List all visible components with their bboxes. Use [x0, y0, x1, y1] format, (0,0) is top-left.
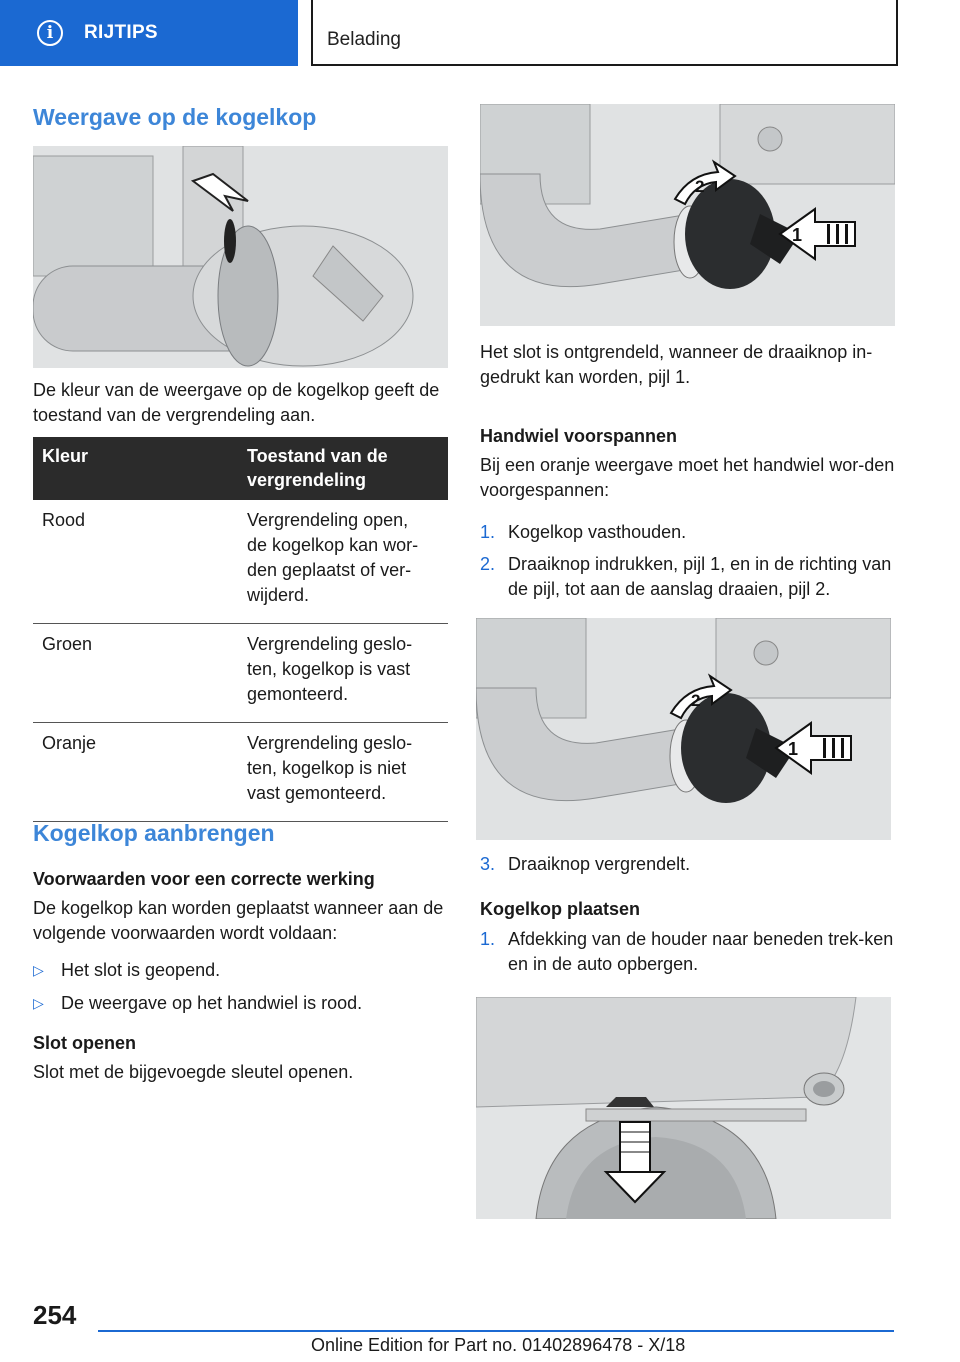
- step-text: Draaiknop vergrendelt.: [508, 854, 691, 874]
- section-tab[interactable]: [0, 0, 298, 66]
- column-header-toestand: Toestand van de vergrendeling: [238, 437, 448, 500]
- table-cell-status: Vergrendeling open, de kogelkop kan wor-den geplaatst of ver-wijderd.: [238, 500, 448, 624]
- step-number: 1.: [480, 929, 496, 949]
- subheading-handwiel: Handwiel voorspannen: [480, 426, 678, 446]
- ontgrendeld-paragraph: Het slot is ontgrendeld, wanneer de draaiknop in-gedrukt kan worden, pijl 1.: [480, 342, 873, 387]
- triangle-bullet-icon: ▷: [33, 962, 44, 978]
- list-item: [480, 552, 898, 602]
- arrow-label-2: 2: [695, 177, 705, 196]
- page-number: 254: [33, 1300, 77, 1330]
- intro-paragraph: De kleur van de weergave op de kogelkop geeft de toestand van de vergrendeling aan.: [33, 380, 440, 425]
- subheading-slot-openen: Slot openen: [33, 1033, 136, 1053]
- voorwaarden-paragraph: De kogelkop kan worden geplaatst wanneer aan de volgende voorwaarden wordt voldaan:: [33, 898, 444, 943]
- slot-openen-paragraph: Slot met de bijgevoegde sleutel openen.: [33, 1062, 354, 1082]
- heading-weergave: Weergave op de kogelkop: [33, 104, 317, 130]
- column-header-kleur: Kleur: [33, 437, 238, 500]
- table-cell-color: Oranje: [33, 723, 238, 822]
- handwiel-paragraph: Bij een oranje weergave moet het handwiel wor-den voorgespannen:: [480, 455, 895, 500]
- chapter-title: Belading: [327, 29, 401, 50]
- figure-draaiknop-2: [476, 618, 891, 840]
- list-item: ▷ Het slot is geopend.: [33, 958, 448, 983]
- table-cell-status: Vergrendeling geslo-ten, kogelkop is niet vast gemonteerd.: [238, 723, 448, 822]
- info-icon: i: [37, 20, 63, 46]
- subheading-kogelkop-plaatsen: Kogelkop plaatsen: [480, 899, 641, 919]
- list-item: [480, 927, 898, 977]
- table-row: [33, 624, 448, 723]
- steps-vergrendelt: [480, 852, 898, 877]
- conditions-list: [33, 958, 448, 1016]
- arrow-label-1: 1: [788, 739, 799, 759]
- footer-divider: [98, 1330, 894, 1332]
- heading-aanbrengen: Kogelkop aanbrengen: [33, 820, 275, 846]
- triangle-bullet-icon: ▷: [33, 995, 44, 1011]
- table-row: [33, 723, 448, 822]
- section-tab-label: RIJTIPS: [84, 22, 158, 43]
- chapter-header: [311, 0, 898, 66]
- step-number: 2.: [480, 554, 496, 574]
- table-row: [33, 500, 448, 624]
- arrow-label-2: 2: [691, 691, 701, 710]
- figure-kogelkop-indicator: [33, 146, 448, 368]
- steps-plaatsen: [480, 927, 898, 977]
- lock-status-table: [33, 437, 448, 822]
- table-header-row: [33, 437, 448, 500]
- step-text: Afdekking van de houder naar beneden trek-ken en in de auto opbergen.: [508, 929, 894, 974]
- step-number: 1.: [480, 522, 496, 542]
- arrow-label-1: 1: [792, 225, 803, 245]
- step-text: Kogelkop vasthouden.: [508, 522, 687, 542]
- subheading-voorwaarden: Voorwaarden voor een correcte werking: [33, 869, 375, 889]
- steps-handwiel: [480, 520, 898, 602]
- table-cell-color: Groen: [33, 624, 238, 723]
- table-cell-color: Rood: [33, 500, 238, 624]
- footer-edition: Online Edition for Part no. 01402896478 - X/18: [311, 1335, 686, 1355]
- figure-afdekking: [476, 997, 891, 1219]
- step-number: 3.: [480, 854, 496, 874]
- list-item: [480, 852, 898, 877]
- list-item: ▷ De weergave op het handwiel is rood.: [33, 991, 448, 1016]
- left-column: [33, 104, 448, 131]
- step-text: Draaiknop indrukken, pijl 1, en in de richting van de pijl, tot aan de aanslag draaien, pijl 2.: [508, 554, 892, 599]
- list-item: [480, 520, 898, 545]
- figure-draaiknop-1: [480, 104, 895, 326]
- table-cell-status: Vergrendeling geslo-ten, kogelkop is vast gemonteerd.: [238, 624, 448, 723]
